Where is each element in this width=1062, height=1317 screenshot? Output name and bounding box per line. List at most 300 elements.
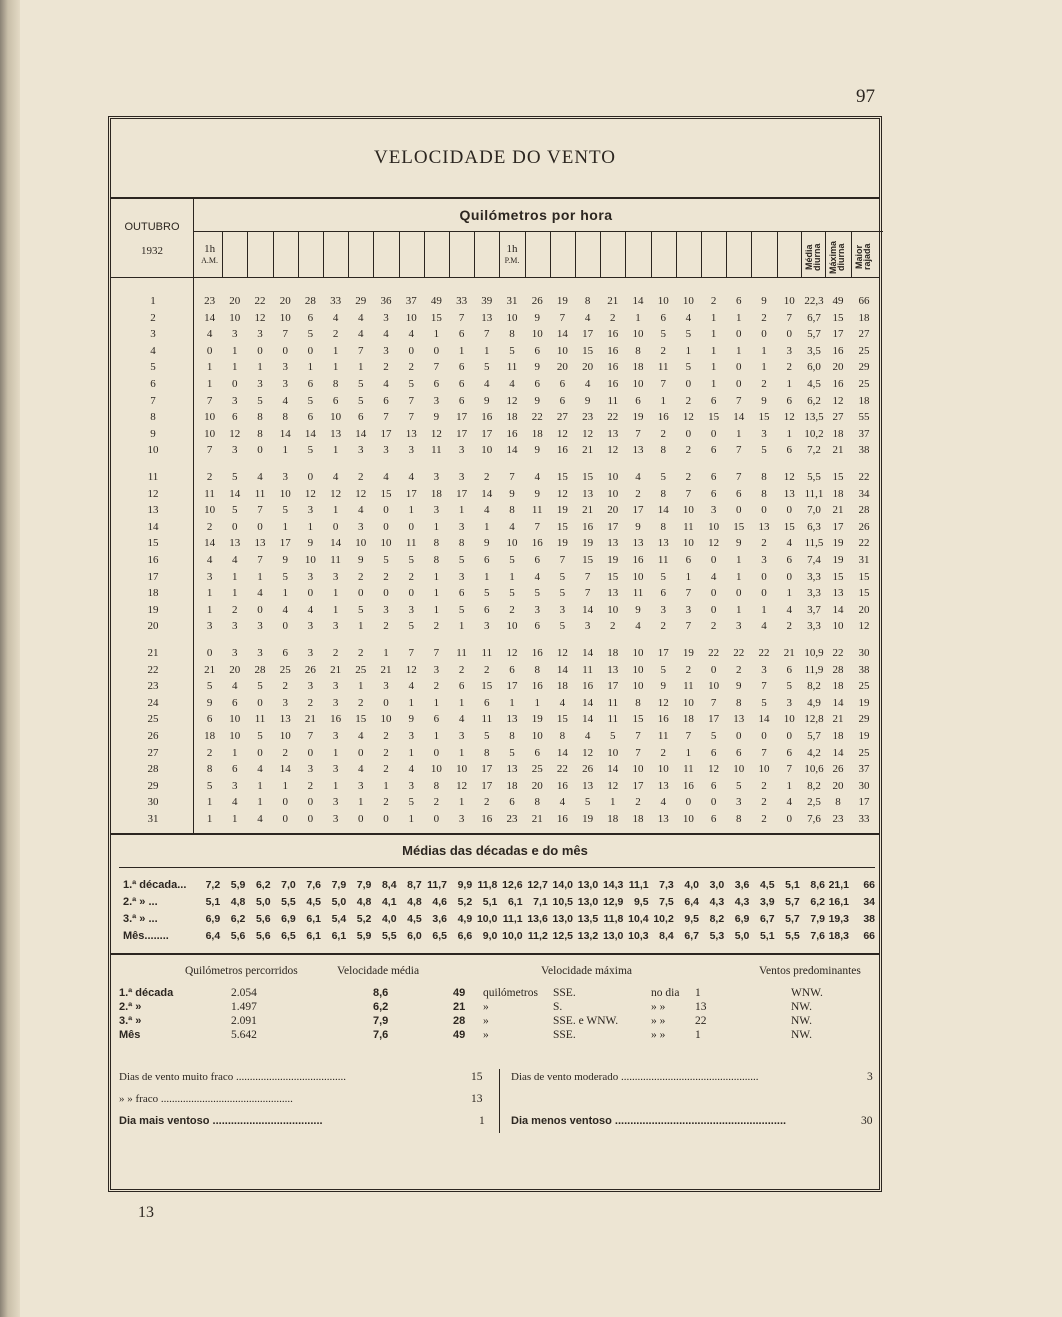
hourly-value: 5 <box>358 378 364 390</box>
hourly-value: 15 <box>556 520 568 533</box>
summary-label: 1.ª década <box>119 987 174 999</box>
hourly-value: 2 <box>408 361 414 374</box>
max-daily: 49 <box>832 295 844 307</box>
hourly-value: 1 <box>383 779 389 792</box>
decade-value: 11,8 <box>477 879 498 891</box>
hourly-value: 2 <box>761 311 767 324</box>
hourly-value: 1 <box>332 344 339 357</box>
hourly-value: 21 <box>380 663 392 676</box>
day-number: 5 <box>150 361 156 374</box>
hourly-value: 1 <box>257 779 263 792</box>
hourly-value: 6 <box>358 411 364 424</box>
hourly-value: 5 <box>408 620 414 633</box>
mean-daily: 3,3 <box>807 570 821 583</box>
decade-value: 4,3 <box>709 896 725 908</box>
hourly-value: 13 <box>254 537 266 550</box>
hourly-value: 23 <box>582 411 594 424</box>
hourly-value: 2 <box>484 663 490 676</box>
hourly-value: 1 <box>509 570 515 583</box>
hourly-value: 18 <box>607 647 619 659</box>
decade-value: 5,9 <box>230 879 246 891</box>
mean-daily: 10,9 <box>804 647 824 659</box>
decade-value: 3,9 <box>759 896 775 908</box>
max-daily: 12 <box>832 394 844 407</box>
hourly-value: 1 <box>332 444 339 457</box>
max-daily: 22 <box>832 647 844 659</box>
stats-divider <box>499 1069 500 1133</box>
max-gust: 20 <box>858 603 870 616</box>
hourly-value: 4 <box>710 570 717 583</box>
hourly-value: 10 <box>783 295 795 307</box>
max-gust: 25 <box>858 746 870 759</box>
decade-value: 6,2 <box>255 879 271 891</box>
year-label: 1932 <box>141 245 163 257</box>
hourly-value: 19 <box>556 295 568 307</box>
hourly-value: 12 <box>456 779 468 792</box>
hourly-value: 0 <box>358 587 364 600</box>
hourly-value: 2 <box>307 696 314 709</box>
hourly-value: 16 <box>531 680 543 693</box>
decade-value: 5,1 <box>205 896 221 908</box>
mean-daily: 6,0 <box>807 361 821 374</box>
hourly-value: 0 <box>257 520 263 533</box>
hourly-value: 12 <box>254 311 266 324</box>
hourly-value: 14 <box>582 713 594 726</box>
hourly-value: 2 <box>358 696 364 709</box>
decade-value: 6,7 <box>759 913 775 925</box>
hourly-value: 5 <box>282 570 288 583</box>
decade-value: 5,6 <box>255 930 271 942</box>
weak-value: 13 <box>471 1093 483 1105</box>
hourly-value: 3 <box>332 570 339 583</box>
hourly-value: 26 <box>304 663 316 676</box>
hourly-value: 3 <box>232 444 238 457</box>
hourly-value: 13 <box>582 487 594 500</box>
hourly-value: 3 <box>383 344 389 357</box>
hourly-value: 1 <box>358 361 364 374</box>
day-number: 7 <box>150 394 156 407</box>
hourly-value: 33 <box>456 295 468 307</box>
hourly-value: 15 <box>783 520 795 533</box>
hourly-value: 12 <box>582 746 594 759</box>
hourly-value: 2 <box>761 813 767 825</box>
mean-daily: 13,5 <box>804 411 824 424</box>
hourly-value: 0 <box>257 444 263 457</box>
hourly-value: 10 <box>405 311 417 324</box>
hourly-value: 37 <box>405 295 417 307</box>
max-gust: 18 <box>858 394 870 407</box>
hourly-value: 10 <box>708 520 720 533</box>
hourly-value: 16 <box>632 554 644 566</box>
hourly-value: 23 <box>204 295 216 307</box>
hourly-value: 9 <box>761 394 767 407</box>
hourly-value: 15 <box>708 411 720 424</box>
hourly-value: 10 <box>708 680 720 693</box>
hourly-value: 1 <box>710 311 717 324</box>
hourly-value: 1 <box>484 570 490 583</box>
hourly-value: 1 <box>408 504 414 517</box>
decade-gust: 66 <box>863 930 875 942</box>
hourly-value: 10 <box>783 713 795 726</box>
hourly-value: 1 <box>232 587 238 600</box>
max-daily: 8 <box>835 796 841 809</box>
max-daily: 16 <box>832 344 844 357</box>
hourly-value: 11 <box>204 487 215 500</box>
hourly-value: 4 <box>383 328 389 341</box>
mean-daily: 10,6 <box>804 763 824 776</box>
hourly-value: 4 <box>257 587 263 600</box>
vmax-day-text: » » <box>651 1015 666 1027</box>
hourly-value: 25 <box>531 763 543 776</box>
hourly-value: 1 <box>685 344 692 357</box>
hour-header-cell <box>777 247 802 273</box>
hourly-value: 3 <box>433 394 440 407</box>
max-daily: 10 <box>832 620 844 633</box>
hourly-value: 0 <box>736 730 742 742</box>
day-number: 19 <box>147 603 159 616</box>
hourly-value: 5 <box>232 471 238 483</box>
hourly-value: 0 <box>710 603 717 616</box>
decades-title: Médias das décadas e do mês <box>402 843 588 858</box>
max-daily: 20 <box>832 361 844 374</box>
decade-value: 5,9 <box>356 930 372 942</box>
hour-header-cell <box>348 247 373 273</box>
day-number: 16 <box>147 554 159 566</box>
hourly-value: 10 <box>733 763 745 776</box>
hourly-value: 11 <box>481 713 493 726</box>
hourly-value: 20 <box>229 295 241 307</box>
hourly-value: 3 <box>383 680 389 693</box>
hourly-value: 1 <box>685 570 692 583</box>
hourly-value: 16 <box>657 411 669 424</box>
hourly-value: 17 <box>506 680 518 693</box>
hourly-value: 7 <box>761 680 767 693</box>
hour-column-rule <box>499 231 500 277</box>
hourly-value: 14 <box>607 763 619 776</box>
hourly-value: 0 <box>307 746 314 759</box>
decade-value: 4,5 <box>407 913 422 925</box>
day-number: 17 <box>147 570 159 583</box>
hourly-value: 5 <box>206 680 213 693</box>
hourly-value: 6 <box>534 344 540 357</box>
least-windy-value: 30 <box>861 1115 873 1127</box>
hourly-value: 3 <box>761 427 767 440</box>
hourly-value: 6 <box>534 554 540 566</box>
hourly-value: 21 <box>204 663 216 676</box>
hourly-value: 6 <box>660 587 666 600</box>
hourly-value: 12 <box>783 471 795 483</box>
hourly-value: 1 <box>332 504 339 517</box>
hourly-value: 3 <box>307 620 314 633</box>
hourly-value: 4 <box>232 554 238 566</box>
hourly-value: 2 <box>206 471 213 483</box>
max-gust: 26 <box>858 520 870 533</box>
hourly-value: 17 <box>708 713 720 726</box>
hourly-value: 9 <box>761 295 767 307</box>
hourly-value: 6 <box>232 411 238 424</box>
hourly-value: 0 <box>761 504 767 517</box>
hourly-value: 29 <box>355 295 367 307</box>
hourly-value: 5 <box>458 554 465 566</box>
hourly-value: 5 <box>660 471 666 483</box>
decade-value: 5,1 <box>785 879 800 891</box>
hourly-value: 4 <box>282 603 288 616</box>
hour-column-rule <box>651 231 652 277</box>
hour-header-cell <box>499 243 524 269</box>
hourly-value: 1 <box>257 796 263 809</box>
max-daily: 20 <box>832 779 844 792</box>
max-daily: 18 <box>832 487 844 500</box>
hourly-value: 3 <box>257 378 263 390</box>
hourly-value: 2 <box>458 663 465 676</box>
max-daily: 21 <box>832 444 844 457</box>
hourly-value: 7 <box>307 730 314 742</box>
hourly-value: 5 <box>484 587 490 600</box>
max-daily: 15 <box>832 311 844 324</box>
hourly-value: 16 <box>682 779 694 792</box>
hourly-value: 0 <box>307 587 314 600</box>
hour-column-rule <box>222 231 223 277</box>
hourly-value: 9 <box>736 680 742 693</box>
max-gust: 38 <box>858 444 870 457</box>
mean-daily: 7,6 <box>807 813 821 825</box>
day-number: 20 <box>147 620 159 633</box>
mean-daily: 6,3 <box>807 520 821 533</box>
decade-value: 6,4 <box>205 930 221 942</box>
hourly-value: 0 <box>282 620 288 633</box>
hourly-value: 3 <box>685 603 692 616</box>
hourly-value: 16 <box>607 344 619 357</box>
hourly-value: 4 <box>509 378 515 390</box>
hourly-value: 16 <box>556 813 568 825</box>
hourly-value: 11 <box>657 554 669 566</box>
hourly-value: 10 <box>229 730 241 742</box>
hourly-value: 7 <box>257 554 263 566</box>
hourly-value: 6 <box>736 487 742 500</box>
hourly-value: 16 <box>607 378 619 390</box>
header-rule <box>111 277 879 278</box>
hourly-value: 6 <box>736 746 742 759</box>
vmax-day: 13 <box>695 1001 707 1013</box>
hourly-value: 3 <box>383 444 389 457</box>
hourly-value: 17 <box>481 763 493 776</box>
hourly-value: 20 <box>556 361 568 374</box>
vmax-value: 28 <box>453 1015 466 1027</box>
hourly-value: 10 <box>682 813 694 825</box>
hour-header-cell <box>222 247 247 273</box>
hourly-value: 4 <box>332 471 339 483</box>
hourly-value: 3 <box>408 603 414 616</box>
hourly-value: 1 <box>408 696 414 709</box>
hourly-value: 9 <box>484 537 490 550</box>
decade-gust: 38 <box>863 913 875 925</box>
vmed-value: 6,2 <box>373 1001 389 1013</box>
hour-header-cell <box>474 247 499 273</box>
hourly-value: 11 <box>632 587 644 600</box>
decade-value: 13,5 <box>577 913 599 925</box>
hourly-value: 4 <box>408 328 414 341</box>
hour-column-rule <box>247 231 248 277</box>
hourly-value: 1 <box>786 779 792 792</box>
hourly-value: 7 <box>584 587 591 600</box>
hourly-value: 15 <box>430 311 442 324</box>
hourly-value: 11 <box>254 713 266 726</box>
hourly-value: 7 <box>635 746 641 759</box>
hourly-value: 17 <box>279 537 291 550</box>
hourly-value: 3 <box>332 813 339 825</box>
hourly-value: 1 <box>710 378 717 390</box>
hourly-value: 21 <box>582 444 594 457</box>
hourly-value: 14 <box>204 311 216 324</box>
day-number: 18 <box>147 587 159 600</box>
hourly-value: 0 <box>710 427 717 440</box>
decade-value: 6,5 <box>432 930 447 942</box>
hourly-value: 36 <box>380 295 392 307</box>
hourly-value: 1 <box>433 520 440 533</box>
hourly-value: 3 <box>736 796 742 809</box>
footer-number: 13 <box>138 1204 154 1221</box>
hourly-value: 17 <box>405 487 417 500</box>
day-number: 22 <box>147 663 159 676</box>
hourly-value: 8 <box>559 730 566 742</box>
hourly-value: 7 <box>786 311 792 324</box>
hourly-value: 2 <box>383 796 389 809</box>
hourly-value: 15 <box>582 471 594 483</box>
hourly-value: 17 <box>380 427 392 440</box>
hourly-value: 10 <box>607 603 619 616</box>
hourly-value: 0 <box>232 378 238 390</box>
decade-value: 8,4 <box>659 930 674 942</box>
hourly-value: 6 <box>685 554 692 566</box>
hourly-value: 0 <box>332 520 339 533</box>
hourly-value: 0 <box>736 504 742 517</box>
mean-daily: 5,7 <box>807 730 821 742</box>
hourly-value: 4 <box>257 763 263 776</box>
decade-value: 4,8 <box>407 896 422 908</box>
hourly-value: 10 <box>682 504 694 517</box>
hourly-value: 6 <box>458 680 465 693</box>
hourly-value: 26 <box>531 295 543 307</box>
hourly-value: 7 <box>685 620 692 633</box>
hourly-value: 1 <box>484 520 490 533</box>
max-gust: 31 <box>858 554 870 566</box>
decade-value: 7,2 <box>205 879 221 891</box>
hourly-value: 27 <box>556 411 568 424</box>
vmax-unit: » <box>483 1001 489 1013</box>
hourly-value: 12 <box>506 394 518 407</box>
decade-value: 7,9 <box>331 879 347 891</box>
decade-value: 10,4 <box>628 913 649 925</box>
hourly-value: 4 <box>584 311 591 324</box>
max-gust: 34 <box>858 487 870 500</box>
decade-value: 4,0 <box>381 913 397 925</box>
hourly-value: 13 <box>229 537 241 550</box>
hourly-value: 21 <box>330 663 342 676</box>
hourly-value: 8 <box>206 763 213 776</box>
hourly-value: 12 <box>355 487 367 500</box>
hourly-value: 19 <box>556 504 568 517</box>
hourly-value: 7 <box>408 647 414 659</box>
hourly-value: 2 <box>660 746 666 759</box>
max-gust: 66 <box>858 295 870 307</box>
hourly-value: 18 <box>506 779 518 792</box>
hourly-value: 3 <box>257 328 263 341</box>
hourly-value: 20 <box>582 361 594 374</box>
hourly-value: 2 <box>433 680 440 693</box>
decade-label: 3.ª » ... <box>123 913 158 925</box>
hourly-value: 6 <box>786 444 792 457</box>
hourly-value: 8 <box>534 663 540 676</box>
hourly-value: 22 <box>733 647 745 659</box>
summary-label: 2.ª » <box>119 1001 142 1013</box>
hourly-value: 12 <box>556 647 568 659</box>
hourly-value: 5 <box>509 746 515 759</box>
hourly-value: 12 <box>229 427 241 440</box>
hourly-value: 6 <box>458 587 465 600</box>
decade-value: 5,0 <box>734 930 750 942</box>
decade-value: 4,3 <box>734 896 750 908</box>
hourly-value: 1 <box>206 603 213 616</box>
hourly-value: 1 <box>206 813 213 825</box>
hourly-value: 4 <box>786 603 792 616</box>
hourly-value: 5 <box>307 444 314 457</box>
hourly-value: 6 <box>307 378 314 390</box>
hourly-value: 6 <box>534 746 540 759</box>
hourly-value: 5 <box>282 504 288 517</box>
hourly-value: 14 <box>556 746 568 759</box>
hourly-value: 2 <box>383 763 389 776</box>
hourly-value: 0 <box>282 813 288 825</box>
hourly-value: 10 <box>430 763 442 776</box>
day-number: 26 <box>147 730 159 742</box>
hourly-value: 6 <box>458 361 465 374</box>
hourly-value: 2 <box>761 537 767 550</box>
hourly-value: 11 <box>506 361 518 374</box>
hourly-value: 6 <box>786 746 792 759</box>
day-number: 15 <box>147 537 159 550</box>
vmax-direction: SSE. e WNW. <box>553 1015 619 1027</box>
hourly-value: 3 <box>433 504 440 517</box>
hourly-value: 5 <box>685 328 692 341</box>
decade-value: 12,7 <box>527 879 548 891</box>
stat-column-rule <box>801 231 802 277</box>
hourly-value: 4 <box>358 763 364 776</box>
hourly-value: 1 <box>710 344 717 357</box>
hourly-value: 5 <box>584 796 591 809</box>
hourly-value: 11 <box>431 444 442 457</box>
hourly-value: 1 <box>307 520 314 533</box>
hourly-value: 12 <box>783 411 795 424</box>
hourly-value: 1 <box>458 796 465 809</box>
hourly-value: 3 <box>458 570 465 583</box>
hourly-value: 6 <box>232 696 238 709</box>
hourly-value: 17 <box>481 427 493 440</box>
hourly-value: 17 <box>456 487 468 500</box>
hourly-value: 19 <box>682 647 694 659</box>
hourly-value: 5 <box>484 730 490 742</box>
hourly-value: 1 <box>232 361 238 374</box>
max-gust: 37 <box>858 763 870 776</box>
mean-daily: 8,2 <box>807 779 821 792</box>
mean-daily: 3,3 <box>807 587 821 600</box>
max-daily: 23 <box>832 813 844 825</box>
hourly-value: 9 <box>534 361 540 374</box>
hourly-value: 1 <box>710 361 717 374</box>
hour-header-cell <box>273 247 298 273</box>
hourly-value: 10 <box>682 537 694 550</box>
hourly-value: 3 <box>232 647 238 659</box>
decade-value: 5,2 <box>356 913 372 925</box>
